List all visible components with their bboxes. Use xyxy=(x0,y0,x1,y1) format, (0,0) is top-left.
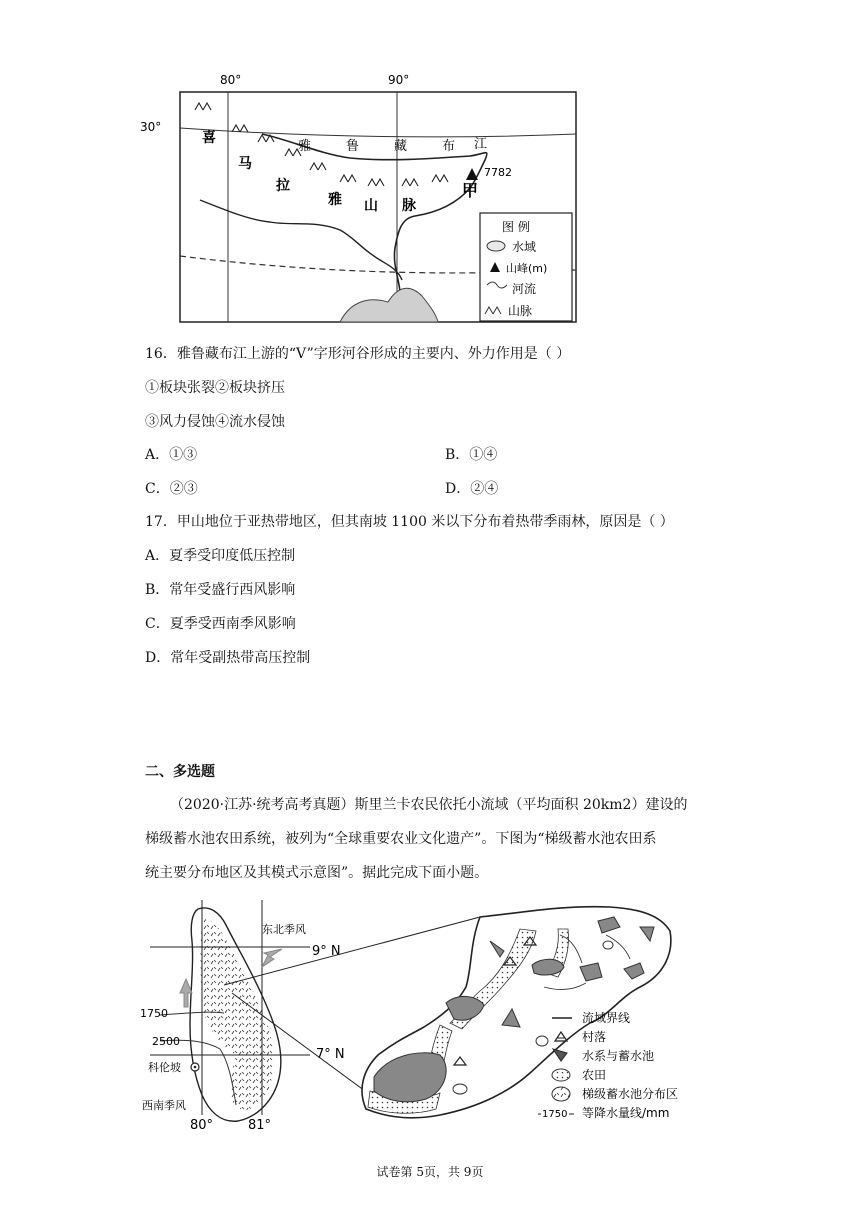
ne-monsoon-arrow xyxy=(262,949,282,967)
river-char-4: 布 xyxy=(442,139,456,154)
parallel-30 xyxy=(180,128,576,137)
q17-option-b[interactable]: B．常年受盛行西风影响 xyxy=(145,582,296,598)
legend-area-icon xyxy=(552,1087,570,1101)
yarlung-tsangpo-river xyxy=(262,134,487,302)
legend-village-label: 村落 xyxy=(582,1030,607,1044)
page-footer: 试卷第 5页，共 9页 xyxy=(376,1165,484,1179)
legend-water-icon xyxy=(487,241,505,251)
mountain-char-1: 喜 xyxy=(202,130,216,146)
q16-line1: ①板块张裂②板块挤压 xyxy=(145,380,285,396)
intro-line-1: （2020·江苏·统考高考真题）斯里兰卡农民依托小流域（平均面积 20km2）建设的 xyxy=(170,797,688,813)
river-char-1: 雅 xyxy=(298,139,312,154)
legend-isohyet-label: 等降水量线/mm xyxy=(582,1106,670,1120)
map-sri-lanka xyxy=(140,895,730,1135)
q17-option-c[interactable]: C．夏季受西南季风影响 xyxy=(145,616,296,632)
q16-option-a[interactable]: A．①③ xyxy=(145,447,198,463)
sw-monsoon-label: 西南季风 xyxy=(142,1099,186,1112)
mountain-char-6: 脉 xyxy=(402,198,416,214)
lat-30-label: 30° xyxy=(140,120,162,134)
intro-line-2: 梯级蓄水池农田系统，被列为“全球重要农业文化遗产”。下图为“梯级蓄水池农田系 xyxy=(145,831,657,847)
isohyet-1750-label: 1750 xyxy=(140,1007,168,1020)
lon-90-label: 90° xyxy=(388,73,410,87)
isohyet-2500-label: 2500 xyxy=(152,1035,180,1048)
mountain-char-5: 山 xyxy=(364,198,378,214)
pond-2 xyxy=(536,1036,548,1046)
legend-water-label: 水域 xyxy=(512,240,537,254)
legend-farmland-icon xyxy=(552,1069,570,1081)
intro-line-3: 统主要分布地区及其模式示意图”。据此完成下面小题。 xyxy=(145,865,489,881)
peak-label: 甲 xyxy=(462,181,479,200)
pond-3 xyxy=(603,941,613,949)
mountain-char-3: 拉 xyxy=(276,178,290,194)
bay-of-bengal xyxy=(340,288,438,322)
legend-reservoir-icon xyxy=(553,1049,567,1061)
lon-81-label: 81° xyxy=(248,1118,272,1133)
legend-river-label: 河流 xyxy=(512,282,537,296)
peak-elevation: 7782 xyxy=(484,166,512,179)
section-title: 二、多选题 xyxy=(145,764,215,780)
legend-farmland-label: 农田 xyxy=(582,1068,607,1082)
lon-80-label: 80° xyxy=(190,1118,214,1133)
legend-boundary-label: 流域界线 xyxy=(582,1011,631,1025)
river-char-3: 藏 xyxy=(394,139,408,154)
q16-stem: 16．雅鲁藏布江上游的“V”字形河谷形成的主要内、外力作用是（ ） xyxy=(145,346,571,362)
legend-reservoir-label: 水系与蓄水池 xyxy=(582,1049,655,1063)
q16-line2: ③风力侵蚀④流水侵蚀 xyxy=(145,414,285,430)
q16-option-b[interactable]: B．①④ xyxy=(445,447,498,463)
legend-area-label: 梯级蓄水池分布区 xyxy=(582,1087,679,1101)
mountain-char-2: 马 xyxy=(238,156,252,172)
river-char-2: 鲁 xyxy=(346,139,360,154)
colombo-label: 科伦坡 xyxy=(148,1061,181,1074)
q17-stem: 17．甲山地位于亚热带地区，但其南坡 1100 米以下分布着热带季雨林，原因是（ ） xyxy=(145,514,674,530)
q16-option-d[interactable]: D．②④ xyxy=(445,481,499,497)
peak-icon xyxy=(466,168,478,180)
river-char-5: 江 xyxy=(474,137,488,152)
pond-1 xyxy=(453,1084,467,1094)
lat-9n-label: 9° N xyxy=(312,944,341,959)
map-himalaya xyxy=(140,70,580,330)
q17-option-a[interactable]: A．夏季受印度低压控制 xyxy=(145,548,296,564)
mountain-symbols xyxy=(195,103,448,186)
mountain-char-4: 雅 xyxy=(328,192,342,208)
legend-title: 图 例 xyxy=(502,220,530,234)
q17-option-d[interactable]: D．常年受副热带高压控制 xyxy=(145,650,311,666)
ne-monsoon-label: 东北季风 xyxy=(262,923,306,936)
lat-7n-label: 7° N xyxy=(316,1047,345,1062)
legend-peak-label: 山峰(m) xyxy=(506,262,548,275)
lon-80-label: 80° xyxy=(220,73,242,87)
legend-isohyet-sample: 1750 xyxy=(542,1109,568,1120)
legend-mountain-label: 山脉 xyxy=(508,304,533,318)
q16-option-c[interactable]: C．②③ xyxy=(145,481,198,497)
